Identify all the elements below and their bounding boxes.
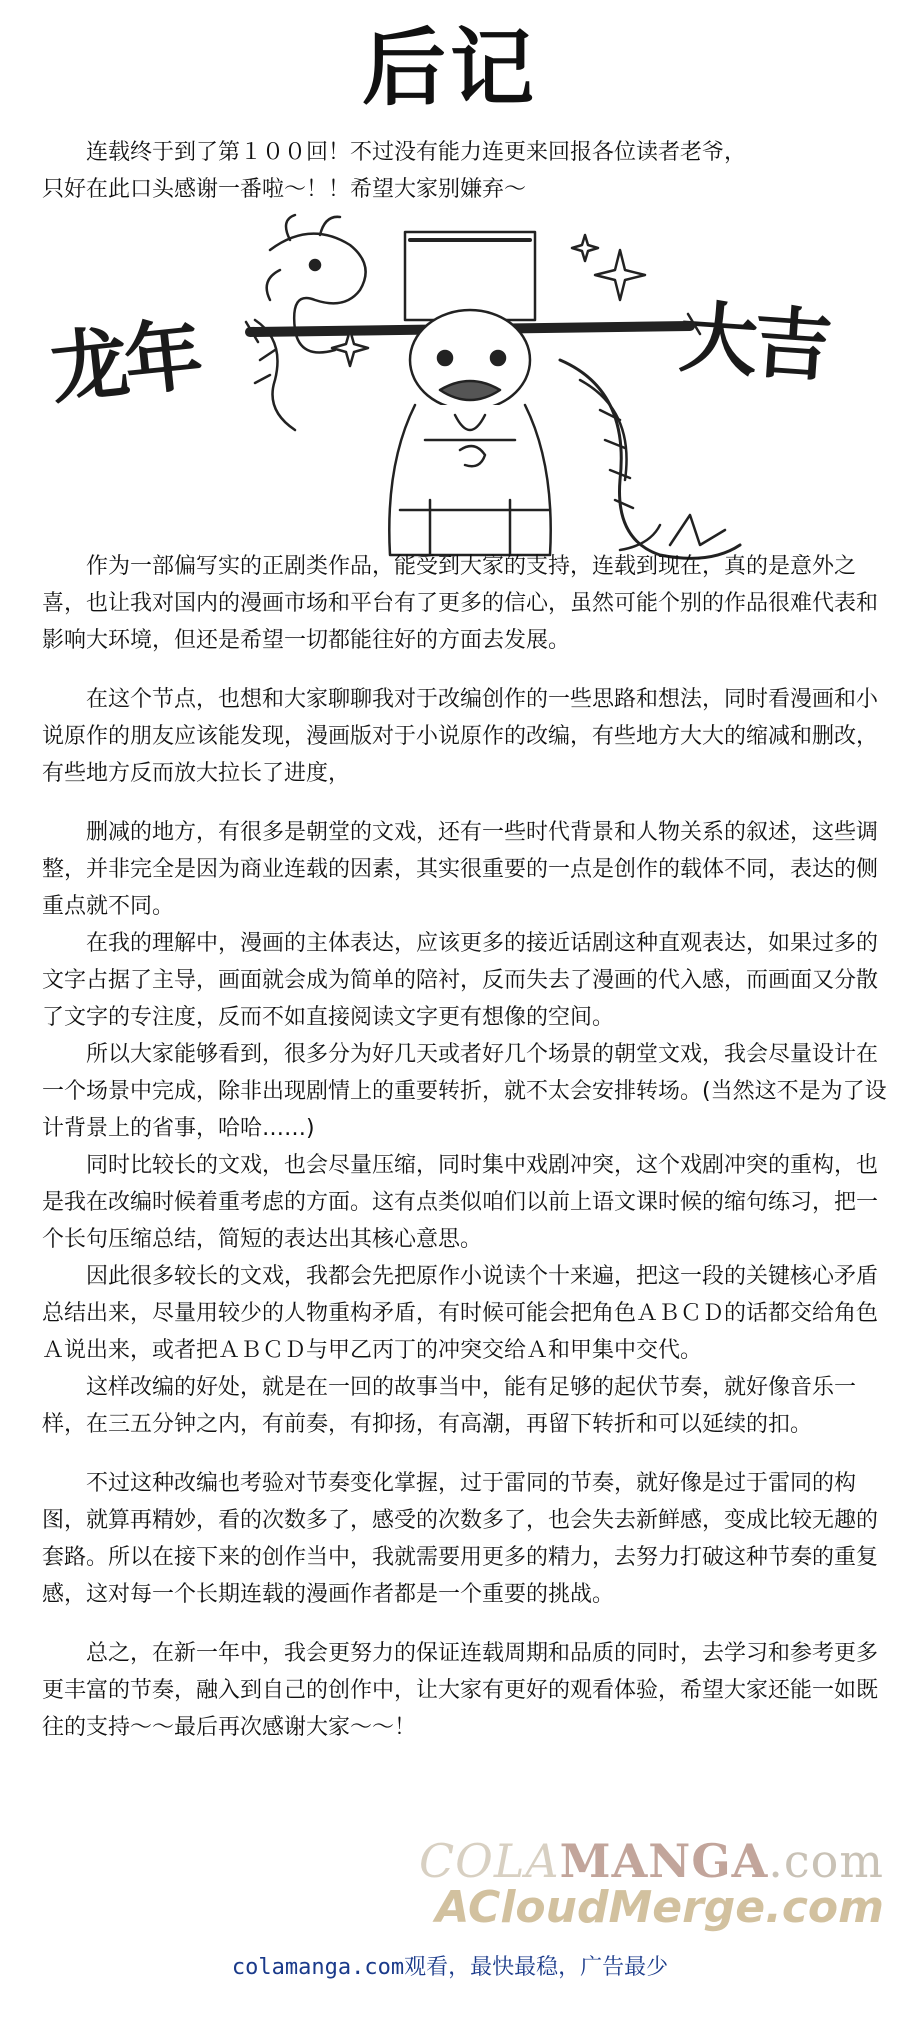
paragraph: 作为一部偏写实的正剧类作品，能受到大家的支持，连载到现在，真的是意外之喜，也让我对国内的漫画市场和平台有了更多的信心，虽然可能个别的作品很难代表和影响大环境，但还是希望一切都能往好的方面去发展。 — [42, 554, 879, 653]
paragraph: 因此很多较长的文戏，我都会先把原作小说读个十来遍，把这一段的关键核心矛盾总结出来，尽量用较少的人物重构矛盾，有时候可能会把角色ＡＢＣＤ的话都交给角色Ａ说出来，或者把ＡＢＣＤ与甲乙丙丁的冲突交给Ａ和甲集中交代。 — [42, 1264, 879, 1363]
site-watermark — [419, 1834, 884, 1933]
dragon-year-illustration — [20, 210, 880, 570]
character-drawing — [20, 210, 880, 570]
paragraph: 在我的理解中，漫画的主体表达，应该更多的接近话剧这种直观表达，如果过多的文字占据了主导，画面就会成为简单的陪衬，反而失去了漫画的代入感，而画面又分散了文字的专注度，反而不如直接阅读文字更有想像的空间。 — [42, 931, 879, 1030]
paragraph: 所以大家能够看到，很多分为好几天或者好几个场景的朝堂文戏，我会尽量设计在一个场景中完成，除非出现剧情上的重要转折，就不太会安排转场。(当然这不是为了设计背景上的省事，哈哈……) — [42, 1042, 887, 1141]
intro-text — [42, 134, 882, 208]
watermark-line-1: COLAMANGA.com — [418, 1834, 884, 1888]
official-hat — [405, 232, 535, 320]
calligraphy-good-luck: 大吉 — [676, 291, 831, 394]
page-title: 后记 — [361, 18, 538, 117]
paragraph: 在这个节点，也想和大家聊聊我对于改编创作的一些思路和想法，同时看漫画和小说原作的朋友应该能发现，漫画版对于小说原作的改编，有些地方大大的缩减和删改，有些地方反而放大拉长了进度， — [42, 687, 879, 786]
paragraph: 这样改编的好处，就是在一回的故事当中，能有足够的起伏节奏，就好像音乐一样，在三五分钟之内，有前奏，有抑扬，有高潮，再留下转折和可以延续的扣。 — [42, 1375, 857, 1437]
robe — [389, 405, 550, 555]
watermark-line-2: ACloudMerge.com — [435, 1882, 884, 1933]
intro-line-1: 连载终于到了第１００回！不过没有能力连更来回报各位读者老爷， — [86, 140, 747, 165]
footer-note: colamanga.com观看，最快最稳，广告最少 — [231, 1955, 669, 1980]
dragon-tail — [560, 360, 740, 558]
intro-line-2: 只好在此口头感谢一番啦～！！希望大家别嫌弃～ — [42, 177, 527, 202]
paragraph: 同时比较长的文戏，也会尽量压缩，同时集中戏剧冲突，这个戏剧冲突的重构，也是我在改编时候着重考虑的方面。这有点类似咱们以前上语文课时候的缩句练习，把一个长句压缩总结，简短的表达出其核心意思。 — [42, 1153, 879, 1252]
paragraph: 删减的地方，有很多是朝堂的文戏，还有一些时代背景和人物关系的叙述，这些调整，并非完全是因为商业连载的因素，其实很重要的一点是创作的载体不同，表达的侧重点就不同。 — [42, 820, 879, 919]
afterword-body — [42, 548, 887, 1746]
sparkle-icon — [595, 250, 645, 300]
paragraph: 总之，在新一年中，我会更努力的保证连载周期和品质的同时，去学习和参考更多更丰富的节奏，融入到自己的创作中，让大家有更好的观看体验，希望大家还能一如既往的支持～～最后再次感谢大家～～！ — [42, 1641, 879, 1740]
calligraphy-dragon-year: 龙年 — [46, 309, 204, 416]
paragraph: 不过这种改编也考验对节奏变化掌握，过于雷同的节奏，就好像是过于雷同的构图，就算再精妙，看的次数多了，感受的次数多了，也会失去新鲜感，变成比较无趣的套路。所以在接下来的创作当中，我就需要用更多的精力，去努力打破这种节奏的重复感，这对每一个长期连载的漫画作者都是一个重要的挑战。 — [42, 1471, 879, 1607]
